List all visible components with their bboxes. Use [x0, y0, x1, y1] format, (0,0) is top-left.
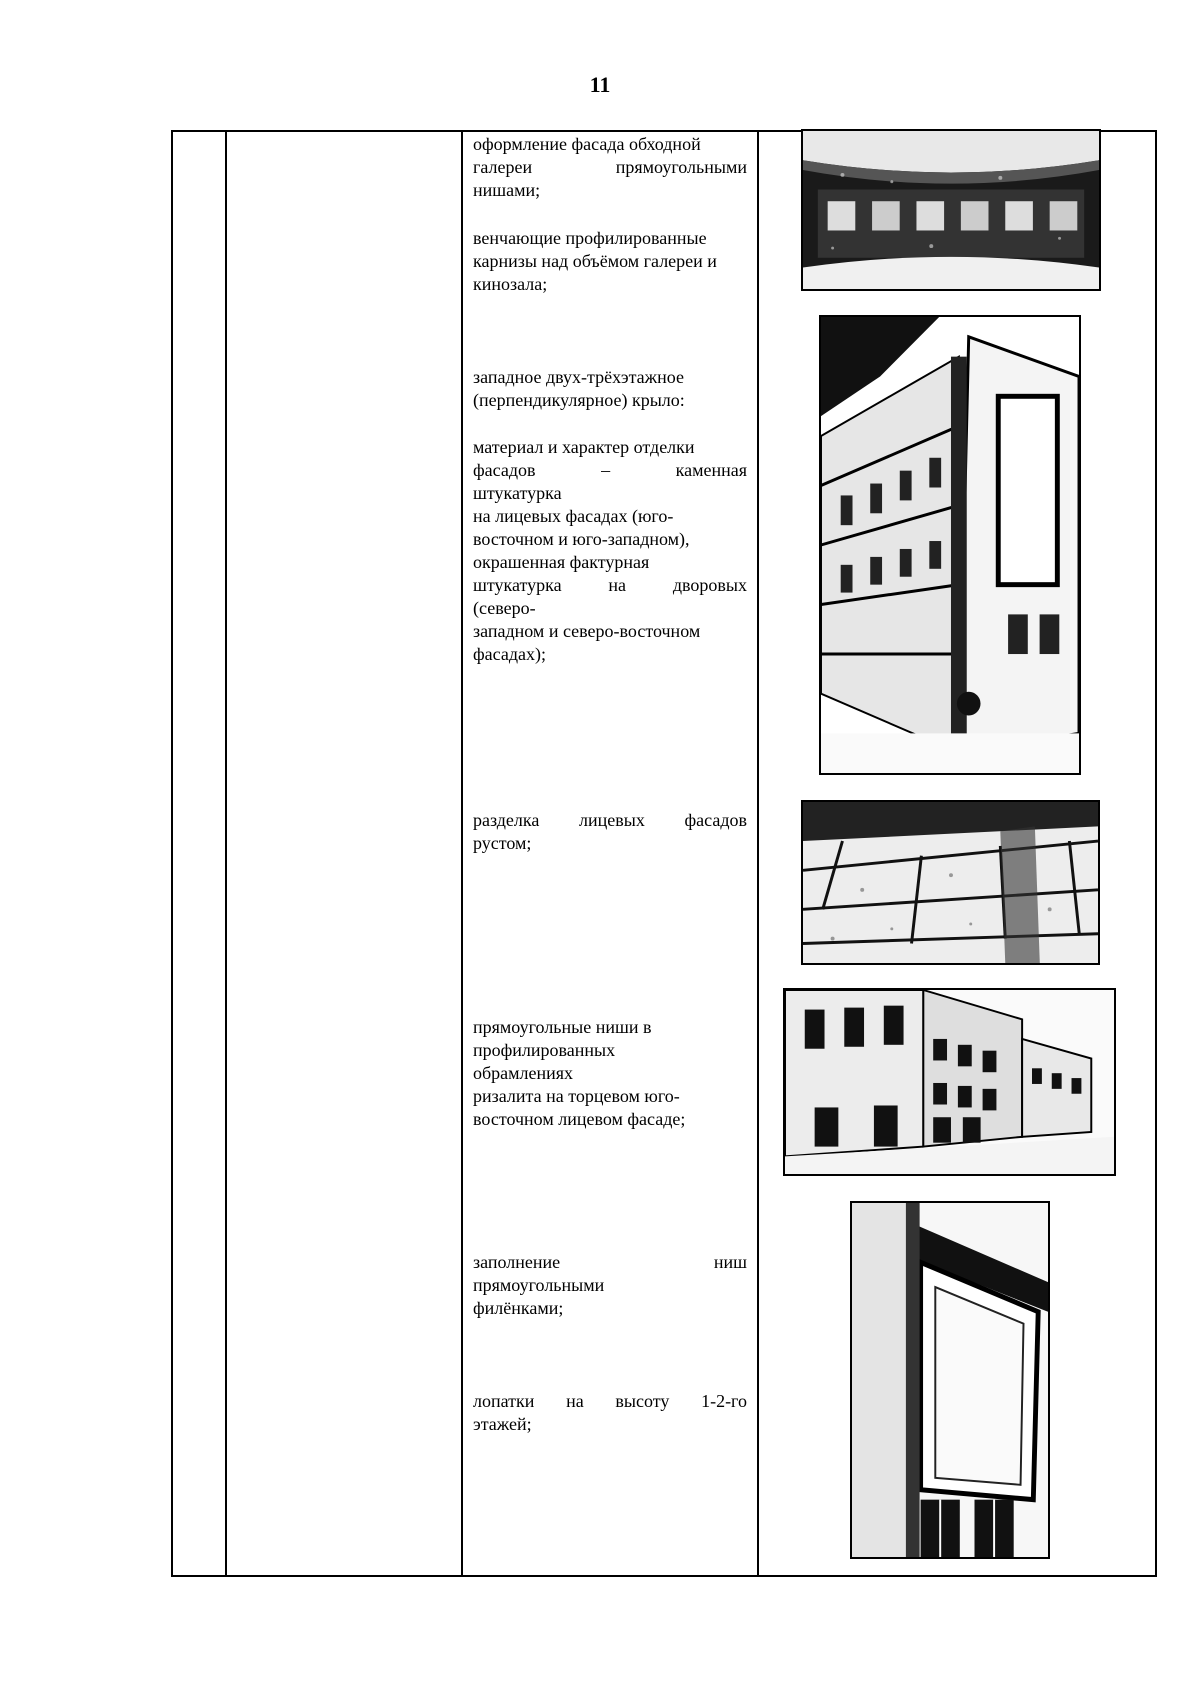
text-line: оформление фасада обходной	[473, 134, 701, 154]
text-line: лопатки на высоту 1-2-го	[473, 1391, 747, 1411]
text-line: рустом;	[473, 833, 532, 853]
text-line: прямоугольные ниши в	[473, 1017, 652, 1037]
text-line: карнизы над объёмом галереи и	[473, 251, 717, 271]
street-facade-photo	[783, 988, 1116, 1176]
text-line: прямоугольными	[473, 1275, 605, 1295]
text-line: кинозала;	[473, 274, 548, 294]
description-block-finish-material	[473, 436, 747, 666]
text-line: (северо-	[473, 598, 536, 618]
description-block-west-wing	[473, 366, 747, 412]
description-block-gallery-niches	[473, 133, 747, 202]
page-number: 11	[589, 72, 611, 97]
description-block-panels	[473, 1251, 747, 1320]
text-line: материал и характер отделки	[473, 437, 695, 457]
rustication-wall-photo	[801, 800, 1100, 965]
description-block-rustication	[473, 809, 747, 855]
text-line: (перпендикулярное) крыло:	[473, 390, 685, 410]
west-wing-corner-photo	[819, 315, 1081, 775]
text-line: разделка лицевых фасадов	[473, 810, 747, 830]
text-line: восточном лицевом фасаде;	[473, 1109, 686, 1129]
description-block-pilasters	[473, 1390, 747, 1436]
text-line: штукатурка	[473, 483, 562, 503]
text-line: филёнками;	[473, 1298, 564, 1318]
text-line: западном и северо-восточном	[473, 621, 701, 641]
niche-panel-photo	[850, 1201, 1050, 1559]
gallery-facade-photo	[801, 129, 1101, 291]
text-line: профилированных	[473, 1040, 616, 1060]
text-line: обрамлениях	[473, 1063, 574, 1083]
text-line: галереи прямоугольными	[473, 157, 747, 177]
text-line: штукатурка на дворовых	[473, 575, 747, 595]
text-line: заполнение ниш	[473, 1252, 747, 1272]
text-line: нишами;	[473, 180, 541, 200]
text-line: ризалита на торцевом юго-	[473, 1086, 680, 1106]
column-divider-2	[461, 130, 463, 1577]
text-line: на лицевых фасадах (юго-	[473, 506, 674, 526]
text-line: восточном и юго-западном),	[473, 529, 690, 549]
text-line: фасадов – каменная	[473, 460, 747, 480]
text-line: окрашенная фактурная	[473, 552, 650, 572]
column-divider-3	[757, 130, 759, 1577]
column-divider-1	[225, 130, 227, 1577]
description-block-risalit-niches	[473, 1016, 747, 1131]
text-line: фасадах);	[473, 644, 546, 664]
description-block-cornices	[473, 227, 747, 296]
text-line: этажей;	[473, 1414, 532, 1434]
text-line: западное двух-трёхэтажное	[473, 367, 684, 387]
text-line: венчающие профилированные	[473, 228, 707, 248]
